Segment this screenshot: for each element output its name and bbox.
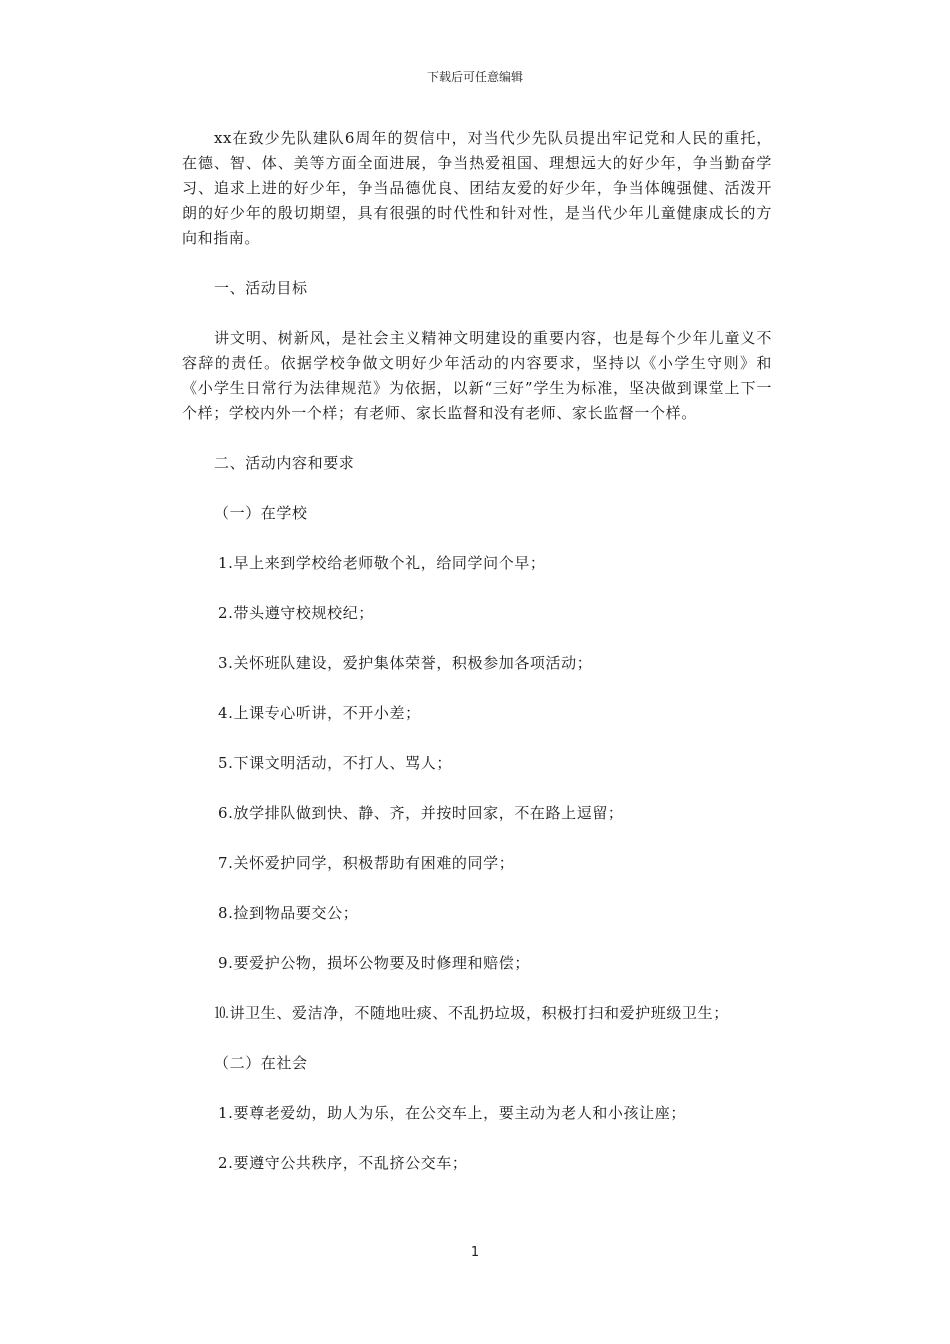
list-item: 2.带头遵守校规校纪； bbox=[218, 604, 374, 622]
list-item: 1.要尊老爱幼，助人为乐，在公交车上，要主动为老人和小孩让座； bbox=[218, 1104, 686, 1122]
section-heading-goals: 一、活动目标 bbox=[214, 279, 308, 297]
list-item: ⒑讲卫生、爱洁净，不随地吐痰、不乱扔垃圾，积极打扫和爱护班级卫生； bbox=[214, 1004, 729, 1022]
list-item: 8.捡到物品要交公； bbox=[218, 904, 359, 922]
page-header: 下载后可任意编辑 bbox=[426, 70, 523, 84]
list-item: 2.要遵守公共秩序，不乱挤公交车； bbox=[218, 1154, 468, 1172]
list-item: 3.关怀班队建设，爱护集体荣誉，积极参加各项活动； bbox=[218, 654, 593, 672]
list-item: 9.要爱护公物，损坏公物要及时修理和赔偿； bbox=[218, 954, 530, 972]
list-item: 1.早上来到学校给老师敬个礼，给同学问个早； bbox=[218, 554, 546, 572]
subsection-heading-society: （二）在社会 bbox=[214, 1054, 308, 1072]
intro-paragraph: xx在致少先队建队6周年的贺信中，对当代少先队员提出牢记党和人民的重托，在德、智、体、美等方面全面进展，争当热爱祖国、理想远大的好少年，争当勤奋学习、追求上进的好少年，争当品德优良、团结友爱的好少年，争当体魄强健、活泼开朗的好少年的殷切期望，具有很强的时代性和针对性，是当代少年儿童健康成长的方向和指南。 bbox=[182, 129, 772, 247]
document-body bbox=[182, 126, 772, 1176]
subsection-heading-school: （一）在学校 bbox=[214, 504, 308, 522]
list-item: 4.上课专心听讲，不开小差； bbox=[218, 704, 421, 722]
list-item: 7.关怀爱护同学，积极帮助有困难的同学； bbox=[218, 854, 515, 872]
page-number: 1 bbox=[470, 1245, 480, 1260]
list-item: 5.下课文明活动，不打人、骂人； bbox=[218, 754, 452, 772]
list-item: 6.放学排队做到快、静、齐，并按时回家，不在路上逗留； bbox=[218, 804, 624, 822]
section-heading-content: 二、活动内容和要求 bbox=[214, 454, 355, 472]
goals-paragraph: 讲文明、树新风，是社会主义精神文明建设的重要内容，也是每个少年儿童义不容辞的责任。依据学校争做文明好少年活动的内容要求，坚持以《小学生守则》和《小学生日常行为法律规范》为依据，以新“三好”学生为标准，坚决做到课堂上下一个样；学校内外一个样；有老师、家长监督和没有老师、家长监督一个样。 bbox=[182, 329, 772, 422]
